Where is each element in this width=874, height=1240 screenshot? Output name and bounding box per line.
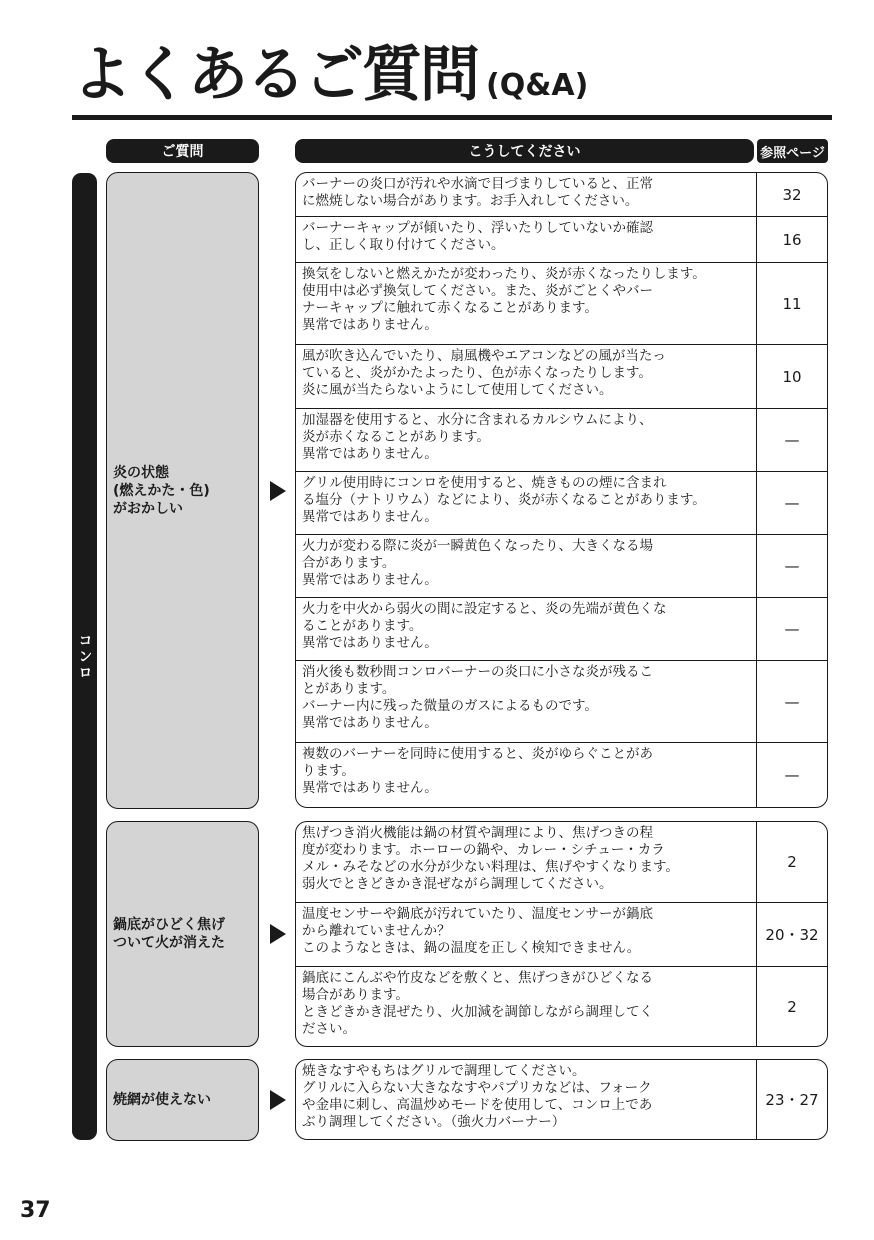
arrow-right-icon bbox=[270, 924, 286, 944]
answer-text: 加湿器を使用すると、水分に含まれるカルシウムにより、 炎が赤くなることがあります。 異常ではありません。 bbox=[296, 409, 757, 471]
question-flame-condition bbox=[106, 172, 259, 809]
reference-page: 23・27 bbox=[765, 1091, 819, 1109]
question-text: 焼網が使えない bbox=[113, 1092, 211, 1108]
answer-row bbox=[296, 535, 827, 598]
answer-row bbox=[296, 472, 827, 535]
answer-text: 火力を中火から弱火の間に設定すると、炎の先端が黄色くな ることがあります。 異常ではありません。 bbox=[296, 598, 757, 660]
answer-text: 焦げつき消火機能は鍋の材質や調理により、焦げつきの程 度が変わります。ホーローの鍋や、カレー・シチュー・カラ メル・みそなどの水分が少ない料理は、焦げやすくなります。 弱火でときどきかき混ぜながら調理してください。 bbox=[296, 822, 757, 902]
header-answer: こうしてください bbox=[295, 139, 754, 163]
reference-page: 16 bbox=[782, 230, 802, 249]
answer-text: 風が吹き込んでいたり、扇風機やエアコンなどの風が当たっ ていると、炎がかたよったり、色が赤くなったりします。 炎に風が当たらないようにして使用してください。 bbox=[296, 345, 757, 408]
answer-row bbox=[296, 661, 827, 743]
arrow-right-icon bbox=[270, 1090, 286, 1110]
arrow-right-icon bbox=[270, 481, 286, 501]
reference-page: — bbox=[784, 557, 800, 575]
answer-row bbox=[296, 967, 827, 1046]
answer-row bbox=[296, 598, 827, 661]
page-title-sub: (Q&A) bbox=[486, 68, 589, 103]
answer-row bbox=[296, 822, 827, 903]
answer-row bbox=[296, 217, 827, 263]
page-number: 37 bbox=[20, 1198, 51, 1223]
answer-text: バーナーキャップが傾いたり、浮いたりしていないか確認 し、正しく取り付けてください。 bbox=[296, 217, 757, 262]
answer-row bbox=[296, 1060, 827, 1139]
answer-row bbox=[296, 173, 827, 217]
section-label-konro bbox=[72, 173, 97, 1140]
answer-text: 複数のバーナーを同時に使用すると、炎がゆらぐことがあ ります。 異常ではありません。 bbox=[296, 743, 757, 807]
reference-page: 20・32 bbox=[765, 926, 819, 944]
question-grill-net bbox=[106, 1059, 259, 1141]
answer-text: 鍋底にこんぶや竹皮などを敷くと、焦げつきがひどくなる 場合があります。 ときどきかき混ぜたり、火加減を調節しながら調理してく ださい。 bbox=[296, 967, 757, 1046]
reference-page: 2 bbox=[787, 997, 797, 1016]
reference-page: — bbox=[784, 766, 800, 784]
answer-text: バーナーの炎口が汚れや水滴で目づまりしていると、正常 に燃焼しない場合があります。お手入れしてください。 bbox=[296, 173, 757, 216]
reference-page: 32 bbox=[782, 185, 802, 204]
answer-text: グリル使用時にコンロを使用すると、焼きものの煙に含まれ る塩分（ナトリウム）などにより、炎が赤くなることがあります。 異常ではありません。 bbox=[296, 472, 757, 534]
answer-group-flame bbox=[295, 172, 828, 808]
reference-page: 2 bbox=[787, 853, 797, 871]
question-text: 鍋底がひどく焦げ ついて火が消えた bbox=[113, 917, 225, 951]
title-underline bbox=[72, 115, 832, 120]
answer-text: 温度センサーや鍋底が汚れていたり、温度センサーが鍋底 から離れていませんか？ このようなときは、鍋の温度を正しく検知できません。 bbox=[296, 903, 757, 966]
question-pot-burnt bbox=[106, 821, 259, 1047]
reference-page: 11 bbox=[782, 294, 802, 313]
answer-group-pot bbox=[295, 821, 828, 1047]
reference-page: — bbox=[784, 494, 800, 512]
answer-text: 焼きなすやもちはグリルで調理してください。 グリルに入らない大きななすやパプリカなどは、フォーク や金串に刺し、高温炒めモードを使用して、コンロ上であ ぶり調理してください。（強火力バーナー） bbox=[296, 1060, 757, 1139]
reference-page: — bbox=[784, 431, 800, 449]
answer-text: 火力が変わる際に炎が一瞬黄色くなったり、大きくなる場 合があります。 異常ではありません。 bbox=[296, 535, 757, 597]
header-reference: 参照ページ bbox=[757, 139, 828, 163]
page-title-main: よくあるご質問 bbox=[72, 40, 478, 110]
reference-page: — bbox=[784, 620, 800, 638]
answer-group-grill bbox=[295, 1059, 828, 1140]
section-label-text: コンロ bbox=[76, 632, 93, 681]
answer-text: 換気をしないと燃えかたが変わったり、炎が赤くなったりします。 使用中は必ず換気してください。また、炎がごとくやバー ナーキャップに触れて赤くなることがあります。 異常ではありません。 bbox=[296, 263, 757, 344]
question-text: 炎の状態 (燃えかた・色) がおかしい bbox=[113, 464, 210, 517]
page-title bbox=[72, 40, 588, 110]
answer-row bbox=[296, 743, 827, 807]
answer-text: 消火後も数秒間コンロバーナーの炎口に小さな炎が残るこ とがあります。 バーナー内に残った微量のガスによるものです。 異常ではありません。 bbox=[296, 661, 757, 742]
answer-row bbox=[296, 409, 827, 472]
answer-row bbox=[296, 263, 827, 345]
reference-page: — bbox=[784, 692, 800, 711]
header-question: ご質問 bbox=[106, 139, 259, 163]
reference-page: 10 bbox=[782, 367, 802, 386]
answer-row bbox=[296, 345, 827, 409]
answer-row bbox=[296, 903, 827, 967]
